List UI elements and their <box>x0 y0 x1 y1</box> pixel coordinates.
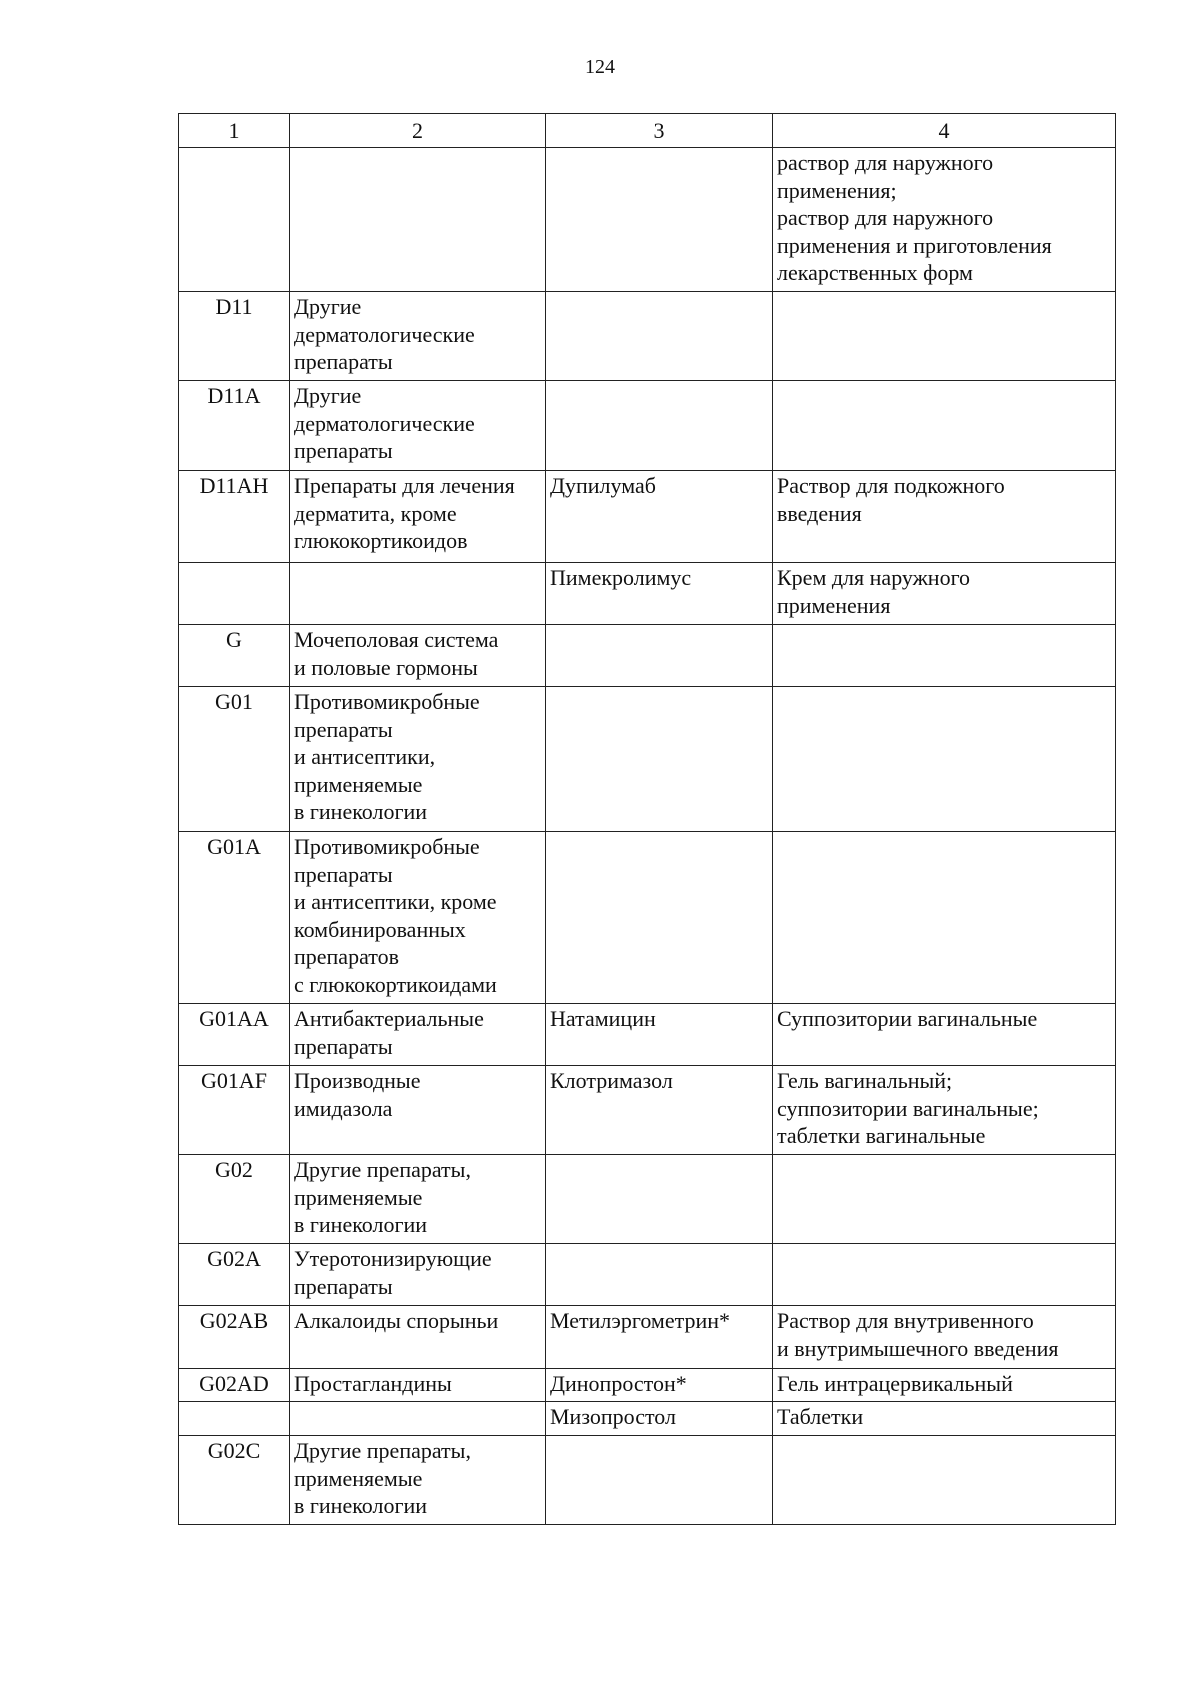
table-row <box>179 1244 1116 1306</box>
group-name-cell <box>290 148 546 292</box>
drug-name-cell <box>546 1244 773 1306</box>
header-col-3: 3 <box>546 114 773 148</box>
table-row <box>179 1155 1116 1244</box>
drug-name-cell: Динопростон* <box>546 1369 773 1402</box>
table-row <box>179 563 1116 625</box>
atc-code-cell: D11AH <box>179 471 290 563</box>
header-col-2: 2 <box>290 114 546 148</box>
group-name-cell: Другие препараты, применяемые в гинекологии <box>290 1155 546 1244</box>
dosage-form-cell <box>773 381 1116 471</box>
drug-name-cell <box>546 1155 773 1244</box>
table-row <box>179 381 1116 471</box>
dosage-form-cell <box>773 1244 1116 1306</box>
drug-name-cell <box>546 381 773 471</box>
table-row <box>179 1402 1116 1436</box>
dosage-form-cell: Раствор для подкожного введения <box>773 471 1116 563</box>
group-name-cell: Противомикробные препараты и антисептики, кроме комбинированных препаратов с глюкокортикоидами <box>290 832 546 1004</box>
atc-code-cell: G02C <box>179 1436 290 1525</box>
page-number: 124 <box>585 56 615 78</box>
group-name-cell: Производные имидазола <box>290 1066 546 1155</box>
drug-name-cell: Метилэргометрин* <box>546 1306 773 1369</box>
atc-code-cell: G01A <box>179 832 290 1004</box>
table-row <box>179 1066 1116 1155</box>
atc-code-cell: G01AF <box>179 1066 290 1155</box>
table-header-row <box>179 114 1116 148</box>
atc-code-cell: D11A <box>179 381 290 471</box>
table-row <box>179 1369 1116 1402</box>
dosage-form-cell <box>773 292 1116 381</box>
drug-name-cell: Мизопростол <box>546 1402 773 1436</box>
drug-name-cell <box>546 832 773 1004</box>
drug-name-cell <box>546 148 773 292</box>
drug-name-cell: Клотримазол <box>546 1066 773 1155</box>
group-name-cell: Другие препараты, применяемые в гинекологии <box>290 1436 546 1525</box>
dosage-form-cell <box>773 1155 1116 1244</box>
dosage-form-cell: Суппозитории вагинальные <box>773 1004 1116 1066</box>
table-row <box>179 1436 1116 1525</box>
group-name-cell <box>290 1402 546 1436</box>
table-row <box>179 292 1116 381</box>
drug-classification-table <box>178 113 1116 1525</box>
atc-code-cell: G01 <box>179 687 290 832</box>
drug-name-cell: Пимекролимус <box>546 563 773 625</box>
table-row <box>179 687 1116 832</box>
atc-code-cell <box>179 563 290 625</box>
group-name-cell: Мочеполовая система и половые гормоны <box>290 625 546 687</box>
group-name-cell <box>290 563 546 625</box>
group-name-cell: Алкалоиды спорыньи <box>290 1306 546 1369</box>
drug-name-cell <box>546 687 773 832</box>
dosage-form-cell <box>773 832 1116 1004</box>
group-name-cell: Другие дерматологические препараты <box>290 381 546 471</box>
drug-name-cell: Натамицин <box>546 1004 773 1066</box>
drug-name-cell <box>546 292 773 381</box>
drug-name-cell <box>546 1436 773 1525</box>
atc-code-cell <box>179 1402 290 1436</box>
dosage-form-cell: Гель интрацервикальный <box>773 1369 1116 1402</box>
dosage-form-cell <box>773 1436 1116 1525</box>
group-name-cell: Противомикробные препараты и антисептики, применяемые в гинекологии <box>290 687 546 832</box>
group-name-cell: Другие дерматологические препараты <box>290 292 546 381</box>
atc-code-cell: D11 <box>179 292 290 381</box>
dosage-form-cell: Гель вагинальный; суппозитории вагинальные; таблетки вагинальные <box>773 1066 1116 1155</box>
dosage-form-cell: Крем для наружного применения <box>773 563 1116 625</box>
table-row <box>179 471 1116 563</box>
atc-code-cell: G <box>179 625 290 687</box>
drug-name-cell: Дупилумаб <box>546 471 773 563</box>
atc-code-cell <box>179 148 290 292</box>
atc-code-cell: G02AD <box>179 1369 290 1402</box>
atc-code-cell: G02A <box>179 1244 290 1306</box>
group-name-cell: Утеротонизирующие препараты <box>290 1244 546 1306</box>
header-col-1: 1 <box>179 114 290 148</box>
dosage-form-cell <box>773 687 1116 832</box>
atc-code-cell: G02 <box>179 1155 290 1244</box>
dosage-form-cell: раствор для наружного применения; раствор для наружного применения и приготовления лекарственных форм <box>773 148 1116 292</box>
atc-code-cell: G02AB <box>179 1306 290 1369</box>
group-name-cell: Антибактериальные препараты <box>290 1004 546 1066</box>
table-row <box>179 1306 1116 1369</box>
dosage-form-cell: Таблетки <box>773 1402 1116 1436</box>
atc-code-cell: G01AA <box>179 1004 290 1066</box>
drug-name-cell <box>546 625 773 687</box>
table-row <box>179 625 1116 687</box>
table-row <box>179 1004 1116 1066</box>
dosage-form-cell <box>773 625 1116 687</box>
dosage-form-cell: Раствор для внутривенного и внутримышечного введения <box>773 1306 1116 1369</box>
header-col-4: 4 <box>773 114 1116 148</box>
table-row <box>179 148 1116 292</box>
table-row <box>179 832 1116 1004</box>
group-name-cell: Препараты для лечения дерматита, кроме глюкокортикоидов <box>290 471 546 563</box>
group-name-cell: Простагландины <box>290 1369 546 1402</box>
